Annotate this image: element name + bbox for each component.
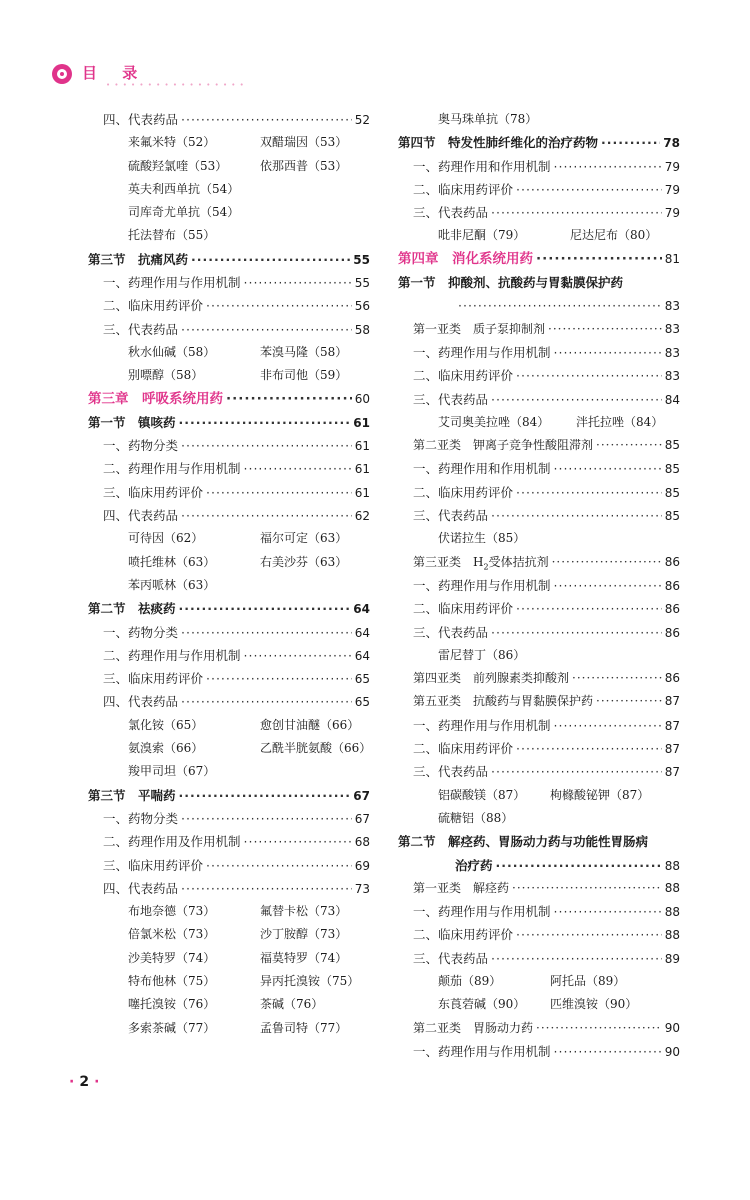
header-title: 目 录	[82, 64, 148, 82]
drug-list-line	[88, 993, 370, 1016]
page-number: 67	[353, 788, 370, 803]
dot-leader	[516, 481, 662, 504]
toc-section-entry[interactable]: 第一节 镇咳药 ····· 61	[88, 411, 370, 434]
page-number: 64	[353, 602, 370, 617]
toc-section-entry[interactable]: 第三节 平喘药 ····· 67	[88, 784, 370, 807]
dot-leader	[491, 201, 662, 224]
toc-section-entry[interactable]: 第三节 抗痛风药 ····· 55	[88, 248, 370, 271]
dot-leader	[516, 597, 662, 620]
toc-subcategory-entry[interactable]: 第三亚类 $H_2$受体拮抗剂 ····· 86	[398, 551, 680, 574]
page-number: 86	[664, 671, 680, 686]
page-number: 55	[354, 276, 370, 291]
drug-entry[interactable]: 多索茶碱（77）	[128, 1020, 216, 1035]
toc-chapter-entry[interactable]: 第三章 呼吸系统用药 ····· 60	[88, 388, 370, 411]
toc-entry[interactable]: 一、药理作用与作用机制 ····· 55	[88, 271, 370, 294]
toc-entry[interactable]: 二、临床用药评价 ····· 86	[398, 597, 680, 620]
drug-list-line	[88, 551, 370, 574]
drug-list-line	[398, 527, 680, 550]
dot-leader	[181, 504, 352, 527]
drug-entry[interactable]: 雷尼替丁（86）	[438, 647, 526, 662]
page-number: 58	[354, 322, 370, 337]
toc-entry[interactable]: 二、临床用药评价 ····· 83	[398, 364, 680, 387]
dot-leader	[244, 830, 352, 853]
drug-list-line	[398, 644, 680, 667]
dot-leader	[536, 248, 662, 271]
dot-leader	[516, 178, 662, 201]
toc-entry[interactable]: 二、临床用药评价 ····· 56	[88, 294, 370, 317]
page-number: 83	[664, 299, 680, 314]
drug-entry[interactable]: 硫酸羟氯喹（53）	[128, 158, 228, 173]
toc-entry[interactable]: 二、临床用药评价 ····· 88	[398, 923, 680, 946]
drug-list-line	[88, 1017, 370, 1040]
footer-page-number: 2	[79, 1074, 90, 1090]
page-number: 83	[664, 321, 680, 336]
drug-entry[interactable]: 福莫特罗（74）	[260, 950, 348, 965]
drug-entry[interactable]: 硫糖铝（88）	[438, 810, 514, 825]
dot-leader	[596, 690, 662, 713]
toc-left-column	[88, 108, 370, 1040]
page-number: 78	[663, 136, 680, 151]
dot-leader	[554, 1040, 662, 1063]
drug-list-line	[88, 527, 370, 550]
bullet-dot-icon: ·	[69, 1074, 75, 1090]
drug-entry[interactable]: 枸橼酸铋钾（87）	[550, 787, 650, 802]
dot-leader	[496, 854, 662, 877]
page-number: 85	[664, 462, 680, 477]
drug-list-line	[88, 224, 370, 247]
dot-leader	[536, 1017, 662, 1040]
drug-list-line	[88, 201, 370, 224]
bullet-dot-icon: ·	[94, 1074, 100, 1090]
page-number: 52	[354, 113, 370, 127]
page-number: 73	[354, 881, 370, 896]
dot-leader	[491, 760, 662, 783]
drug-entry[interactable]: 吡非尼酮（79）	[438, 228, 526, 243]
toc-chapter-entry[interactable]: 第四章 消化系统用药 ····· 81	[398, 248, 680, 271]
page-number: 83	[664, 369, 680, 384]
toc-entry[interactable]: 三、代表药品 ····· 58	[88, 318, 370, 341]
drug-entry[interactable]: 愈创甘油醚（66）	[260, 717, 360, 732]
dot-leader	[206, 481, 352, 504]
page-number: 86	[664, 554, 680, 569]
page-number: 61	[354, 485, 370, 500]
dot-leader	[554, 714, 662, 737]
drug-entry[interactable]: 别嘌醇（58）	[128, 368, 204, 383]
drug-entry[interactable]: 倍氯米松（73）	[128, 927, 216, 942]
toc-subcategory-entry[interactable]: 第四亚类 前列腺素类抑酸剂 ····· 86	[398, 667, 680, 690]
page-number: 60	[354, 391, 370, 406]
dot-leader	[179, 411, 351, 434]
drug-list-line	[88, 131, 370, 154]
page-number: 88	[664, 880, 680, 895]
page-number: 62	[354, 509, 370, 524]
toc-entry[interactable]: 四、代表药品 ····· 65	[88, 690, 370, 713]
toc-subcategory-entry[interactable]: 第二亚类 胃肠动力药 ····· 90	[398, 1017, 680, 1040]
drug-entry[interactable]: 伏诺拉生（85）	[438, 531, 526, 546]
drug-entry[interactable]: 尼达尼布（80）	[570, 228, 658, 243]
dot-leader	[181, 318, 352, 341]
drug-entry[interactable]: 噻托溴铵（76）	[128, 997, 216, 1012]
drug-list-line	[398, 224, 680, 247]
toc-right-column	[398, 108, 680, 1063]
drug-entry[interactable]: 秋水仙碱（58）	[128, 344, 216, 359]
drug-entry[interactable]: 乙酰半胱氨酸（66）	[260, 741, 372, 756]
dot-leader	[181, 690, 352, 713]
toc-entry[interactable]: 三、代表药品 ····· 89	[398, 947, 680, 970]
dot-leader	[491, 388, 662, 411]
dot-leader	[181, 108, 352, 131]
drug-list-line	[88, 178, 370, 201]
toc-entry[interactable]: 二、临床用药评价 ····· 79	[398, 178, 680, 201]
toc-subcategory-entry[interactable]: 第一亚类 质子泵抑制剂 ····· 83	[398, 318, 680, 341]
drug-entry[interactable]: 喷托维林（63）	[128, 554, 216, 569]
toc-subcategory-entry[interactable]: 第二亚类 钾离子竞争性酸阻滞剂 ····· 85	[398, 434, 680, 457]
toc-entry[interactable]: 一、药理作用与作用机制 ····· 88	[398, 900, 680, 923]
drug-list-line	[88, 155, 370, 178]
drug-entry[interactable]: 颠茄（89）	[438, 973, 502, 988]
drug-entry[interactable]: 可待因（62）	[128, 531, 204, 546]
drug-entry[interactable]: 沙丁胺醇（73）	[260, 927, 348, 942]
toc-entry[interactable]: 三、代表药品 ····· 86	[398, 621, 680, 644]
dot-leader	[548, 318, 662, 341]
drug-entry[interactable]: 艾司奥美拉唑（84）	[438, 414, 550, 429]
dot-leader	[226, 388, 352, 411]
toc-section-heading[interactable]: 第二节 解痉药、胃肠动力药与功能性胃肠病	[398, 834, 649, 850]
dot-leader	[572, 667, 662, 690]
page-number: 79	[664, 159, 680, 174]
dot-leader	[512, 877, 662, 900]
drug-list-line	[398, 411, 680, 434]
toc-entry[interactable]: 二、临床用药评价 ····· 87	[398, 737, 680, 760]
dot-leader	[554, 574, 662, 597]
dot-leader	[491, 504, 662, 527]
drug-entry[interactable]: 茶碱（76）	[260, 997, 324, 1012]
page-number: 69	[354, 858, 370, 873]
drug-entry[interactable]: 福尔可定（63）	[260, 531, 348, 546]
page-number: 88	[664, 928, 680, 943]
page-number: 85	[664, 485, 680, 500]
toc-entry[interactable]: 四、代表药品 ····· 52	[88, 108, 370, 131]
dot-leader	[191, 248, 350, 271]
toc-entry[interactable]: 一、药理作用和作用机制 ····· 79	[398, 155, 680, 178]
toc-entry[interactable]: 二、药理作用与作用机制 ····· 64	[88, 644, 370, 667]
page-number: 61	[354, 439, 370, 454]
drug-list-line	[88, 970, 370, 993]
dot-leader	[181, 621, 352, 644]
dot-leader	[179, 784, 351, 807]
page-number: 65	[354, 672, 370, 687]
drug-list-line	[88, 341, 370, 364]
page-number: 85	[664, 509, 680, 524]
dot-leader	[244, 457, 352, 480]
toc-section-entry[interactable]: 第四节 特发性肺纤维化的治疗药物 ····· 78	[398, 131, 680, 154]
drug-list-line	[398, 993, 680, 1016]
drug-list-line	[398, 108, 680, 131]
page-number: 64	[354, 625, 370, 640]
drug-entry[interactable]: 托法替布（55）	[128, 228, 216, 243]
page-number: 67	[354, 811, 370, 826]
page-number: 61	[354, 462, 370, 477]
drug-list-line	[88, 737, 370, 760]
toc-subcategory-entry[interactable]: 第五亚类 抗酸药与胃黏膜保护药 ····· 87	[398, 690, 680, 713]
drug-list-line	[398, 807, 680, 830]
page-number: 79	[664, 206, 680, 221]
toc-entry[interactable]: 一、药理作用和作用机制 ····· 85	[398, 457, 680, 480]
drug-entry[interactable]: 苯丙哌林（63）	[128, 577, 216, 592]
dot-leader	[181, 877, 352, 900]
drug-entry[interactable]: 英夫利西单抗（54）	[128, 181, 240, 196]
dot-leader	[179, 597, 351, 620]
drug-list-line	[88, 900, 370, 923]
flower-logo-icon	[52, 64, 72, 84]
toc-entry[interactable]: 一、药理作用与作用机制 ····· 90	[398, 1040, 680, 1063]
drug-entry[interactable]: 奥马珠单抗（78）	[438, 112, 538, 126]
toc-entry[interactable]: 一、药物分类 ····· 64	[88, 621, 370, 644]
toc-entry[interactable]: 一、药物分类 ····· 61	[88, 434, 370, 457]
drug-entry[interactable]: 羧甲司坦（67）	[128, 764, 216, 779]
dot-leader	[491, 621, 662, 644]
drug-entry[interactable]: 非布司他（59）	[260, 368, 348, 383]
drug-entry[interactable]: 阿托品（89）	[550, 973, 626, 988]
drug-entry[interactable]: 氨溴索（66）	[128, 741, 204, 756]
drug-entry[interactable]: 氟替卡松（73）	[260, 904, 348, 919]
dot-leader	[552, 551, 662, 574]
drug-entry[interactable]: 双醋瑞因（53）	[260, 135, 348, 150]
page-number: 86	[664, 625, 680, 640]
drug-entry[interactable]: 东莨菪碱（90）	[438, 997, 526, 1012]
page-number: 83	[664, 345, 680, 360]
page-number: 87	[664, 765, 680, 780]
drug-entry[interactable]: 司库奇尤单抗（54）	[128, 205, 240, 220]
toc-entry[interactable]: 三、代表药品 ····· 87	[398, 760, 680, 783]
drug-entry[interactable]: 特布他林（75）	[128, 973, 216, 988]
page-number: 85	[664, 438, 680, 453]
page-number: 89	[664, 951, 680, 966]
page-number: 90	[664, 1020, 680, 1035]
drug-list-line	[88, 760, 370, 783]
page-number: 64	[354, 648, 370, 663]
toc-section-heading[interactable]: 第一节 抑酸剂、抗酸药与胃黏膜保护药	[398, 275, 624, 291]
drug-entry[interactable]: 沙美特罗（74）	[128, 950, 216, 965]
page-number: 65	[354, 695, 370, 710]
drug-list-line	[88, 923, 370, 946]
toc-entry[interactable]: 二、药理作用与作用机制 ····· 61	[88, 457, 370, 480]
dot-leader	[554, 155, 662, 178]
drug-entry[interactable]: 氯化铵（65）	[128, 717, 204, 732]
page-footer	[64, 1074, 104, 1090]
toc-entry[interactable]: 四、代表药品 ····· 73	[88, 877, 370, 900]
toc-section-entry[interactable]: 第二节 祛痰药 ····· 64	[88, 597, 370, 620]
page-number: 61	[353, 415, 370, 430]
dot-leader	[554, 457, 662, 480]
drug-entry[interactable]: 苯溴马隆（58）	[260, 344, 348, 359]
dot-leader	[458, 294, 662, 317]
drug-entry[interactable]: 布地奈德（73）	[128, 904, 216, 919]
drug-entry[interactable]: 右美沙芬（63）	[260, 554, 348, 569]
page-number: 81	[664, 251, 680, 266]
toc-entry[interactable]: 三、临床用药评价 ····· 61	[88, 481, 370, 504]
dot-leader	[554, 900, 662, 923]
dot-leader	[601, 131, 660, 154]
toc-section-continuation[interactable]: 治疗药 ····· 88	[398, 854, 680, 877]
page-number: 87	[664, 718, 680, 733]
toc-entry[interactable]: 二、药理作用及作用机制 ····· 68	[88, 830, 370, 853]
dot-leader	[516, 737, 662, 760]
page-number: 87	[664, 742, 680, 757]
page-number: 84	[664, 392, 680, 407]
drug-list-line	[398, 970, 680, 993]
toc-entry[interactable]: 四、代表药品 ····· 62	[88, 504, 370, 527]
drug-entry[interactable]: 异丙托溴铵（75）	[260, 973, 360, 988]
toc-continuation-line[interactable]	[398, 294, 680, 317]
dot-leader	[181, 807, 352, 830]
page-number: 68	[354, 835, 370, 850]
drug-entry[interactable]: 依那西普（53）	[260, 158, 348, 173]
dot-leader	[244, 271, 352, 294]
toc-entry[interactable]: 三、代表药品 ····· 85	[398, 504, 680, 527]
page-number: 86	[664, 578, 680, 593]
toc-entry[interactable]: 二、临床用药评价 ····· 85	[398, 481, 680, 504]
page-number: 55	[353, 252, 370, 267]
dot-leader	[596, 434, 662, 457]
toc-entry[interactable]: 三、代表药品 ····· 84	[398, 388, 680, 411]
dot-leader	[516, 364, 662, 387]
toc-entry[interactable]: 一、药理作用与作用机制 ····· 87	[398, 714, 680, 737]
dot-leader	[516, 923, 662, 946]
drug-list-line	[88, 364, 370, 387]
drug-entry[interactable]: 孟鲁司特（77）	[260, 1020, 348, 1035]
header-dot-line: • • • • • • • • • • • • • • • • •	[106, 81, 245, 89]
toc-entry[interactable]: 三、临床用药评价 ····· 69	[88, 854, 370, 877]
toc-entry[interactable]: 一、药物分类 ····· 67	[88, 807, 370, 830]
dot-leader	[554, 341, 662, 364]
drug-list-line	[88, 714, 370, 737]
toc-entry[interactable]: 三、代表药品 ····· 79	[398, 201, 680, 224]
dot-leader	[491, 947, 662, 970]
drug-entry[interactable]: 铝碳酸镁（87）	[438, 787, 526, 802]
page-number: 86	[664, 602, 680, 617]
toc-entry[interactable]: 一、药理作用与作用机制 ····· 86	[398, 574, 680, 597]
dot-leader	[244, 644, 352, 667]
drug-entry[interactable]: 来氟米特（52）	[128, 135, 216, 150]
drug-list-line	[398, 784, 680, 807]
dot-leader	[206, 294, 352, 317]
page-number: 79	[664, 182, 680, 197]
drug-entry[interactable]: 泮托拉唑（84）	[576, 414, 664, 429]
toc-entry[interactable]: 一、药理作用与作用机制 ····· 83	[398, 341, 680, 364]
drug-list-line	[88, 574, 370, 597]
drug-list-line	[88, 947, 370, 970]
page-number: 88	[664, 905, 680, 920]
toc-subcategory-entry[interactable]: 第一亚类 解痉药 ····· 88	[398, 877, 680, 900]
drug-entry[interactable]: 匹维溴铵（90）	[550, 997, 638, 1012]
dot-leader	[206, 854, 352, 877]
dot-leader	[206, 667, 352, 690]
page-number: 90	[664, 1044, 680, 1059]
dot-leader	[181, 434, 352, 457]
page-number: 87	[664, 694, 680, 709]
toc-entry[interactable]: 三、临床用药评价 ····· 65	[88, 667, 370, 690]
page-number: 56	[354, 299, 370, 314]
page-number: 88	[664, 858, 680, 873]
